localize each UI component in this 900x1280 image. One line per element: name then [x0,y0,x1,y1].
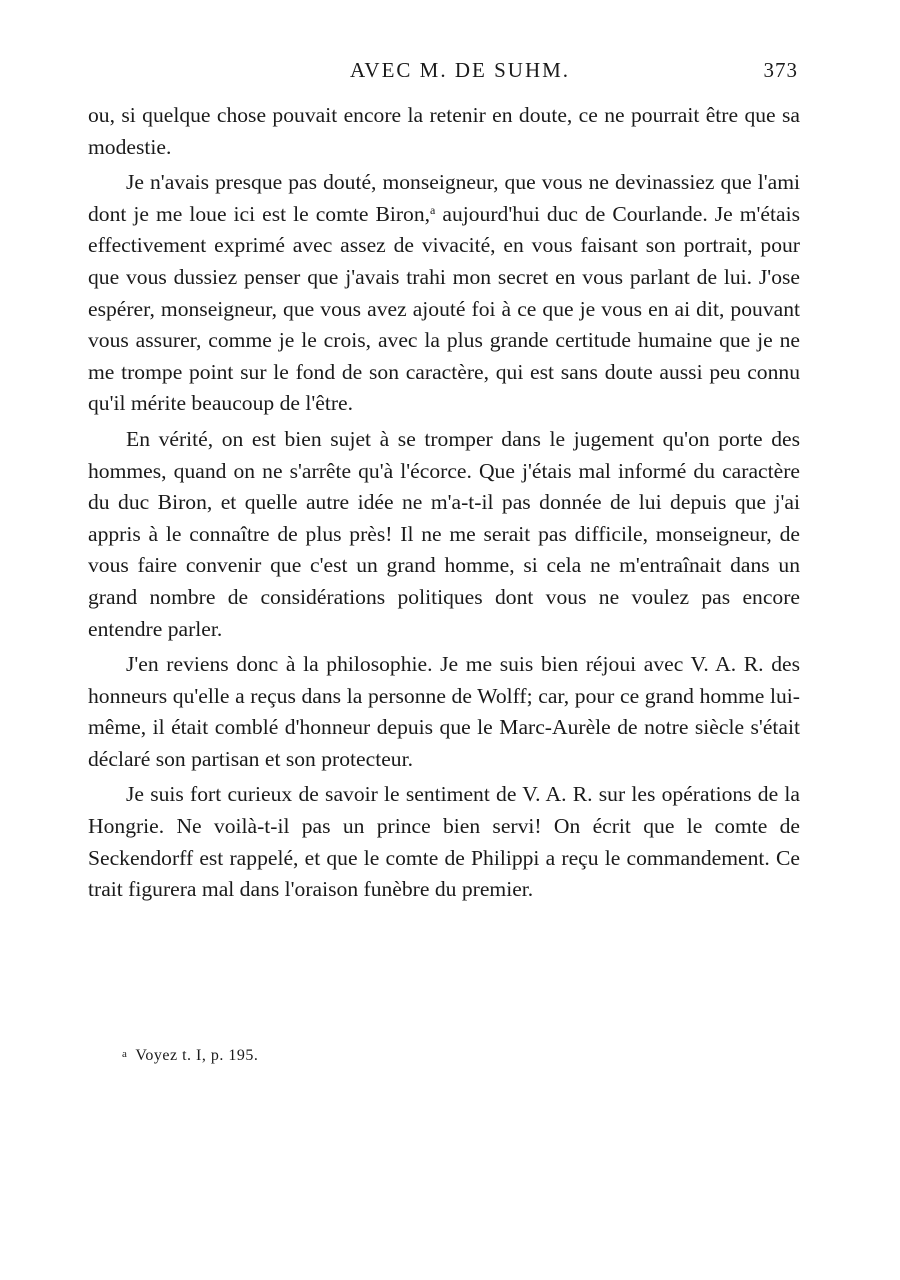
paragraph-text: Je n'avais presque pas douté, monseigneur, que vous ne devinassiez que l'ami dont je me loue ici est le comte Biron, [88,170,800,226]
paragraph-hongrie: Je suis fort curieux de savoir le sentiment de V. A. R. sur les opérations de la Hongrie. Ne voilà-t-il pas un prince bien servi! On écrit que le comte de Seckendorff est rappelé, et que le comte de Philippi a reçu le commandement. Ce trait figurera mal dans l'oraison funèbre du premier. [88,782,800,902]
footnote-mark: a [122,1048,128,1060]
paragraph-verite: En vérité, on est bien sujet à se tromper dans le jugement qu'on porte des hommes, quand on ne s'arrête qu'à l'écorce. Que j'étais mal informé du caractère du duc Biron, et quelle autre idée ne m'a-t-il pas donnée de lui depuis que j'ai appris à le connaître de plus près! Il ne me serait pas difficile, monseigneur, de vous faire convenir que c'est un grand homme, si cela ne m'entraînait dans un grand nombre de considérations politiques dont vous ne voulez pas encore entendre parler. [88,426,800,641]
paragraph-text: aujourd'hui duc de Courlande. Je m'étais effectivement exprimé avec assez de vivacité, en vous faisant son portrait, pour que vous dussiez penser que j'avais trahi mon secret en vous parlant de lui. J'ose espérer, monseigneur, que vous avez ajouté foi à ce que je vous en ai dit, pouvant vous assurer, comme je le crois, avec la plus grande certitude humaine que je ne me trompe point sur le fond de son caractère, qui est sans doute aussi peu connu qu'il mérite beaucoup de l'être. [88,201,800,416]
body-text [88,100,800,910]
footnote-reference: a [430,202,436,217]
running-head [120,58,800,88]
running-title: AVEC M. DE SUHM. [349,58,571,82]
paragraph-biron [88,167,800,420]
footnote-text: Voyez t. I, p. 195. [135,1047,259,1064]
paragraph-continuation: ou, si quelque chose pouvait encore la retenir en doute, ce ne pourrait être que sa modestie. [88,103,800,159]
page-number: 373 [763,58,798,82]
paragraph-philosophie: J'en reviens donc à la philosophie. Je me suis bien réjoui avec V. A. R. des honneurs qu'elle a reçus dans la personne de Wolff; car, pour ce grand homme lui-même, il était comblé d'honneur depuis que le Marc-Aurèle de notre siècle s'était déclaré son partisan et son protecteur. [88,652,800,771]
footnote [122,1044,258,1066]
